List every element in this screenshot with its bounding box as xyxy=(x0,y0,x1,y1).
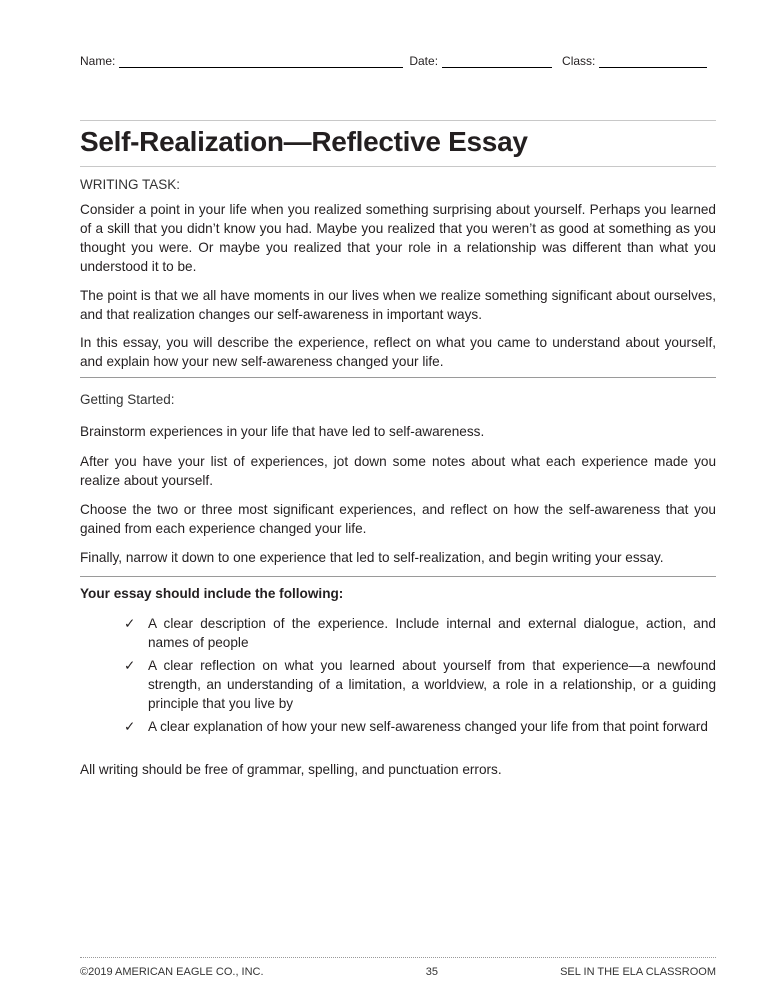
footer-divider xyxy=(80,957,716,958)
page-title: Self-Realization—Reflective Essay xyxy=(80,126,528,157)
class-blank xyxy=(599,55,707,68)
name-blank xyxy=(119,55,403,68)
closing-note: All writing should be free of grammar, spelling, and punctuation errors. xyxy=(80,762,502,777)
check-icon: ✓ xyxy=(124,616,136,631)
requirements-list xyxy=(80,614,716,736)
footer xyxy=(80,966,716,978)
writing-task-paragraph: Consider a point in your life when you realized something surprising about yourself. Perhaps you learned of a skill that you didn’t know you had. Maybe you realized that you weren’t as good at something as you thought you were. Or maybe you realized that your role in a relationship was different than what you understood it to be. xyxy=(80,202,716,274)
divider xyxy=(80,120,716,121)
list-item-text: A clear description of the experience. Include internal and external dialogue, action, and names of people xyxy=(148,616,716,650)
name-label: Name: xyxy=(80,54,116,68)
getting-started-paragraph: Brainstorm experiences in your life that have led to self-awareness. xyxy=(80,424,485,439)
writing-task-paragraph: In this essay, you will describe the experience, reflect on what you came to understand about yourself, and explain how your new self-awareness changed your life. xyxy=(80,335,716,369)
student-info-header xyxy=(80,54,716,68)
list-item xyxy=(80,656,716,713)
divider xyxy=(80,377,716,378)
getting-started-paragraph: Choose the two or three most significant experiences, and reflect on how the self-awareness that you gained from each experience changed your life. xyxy=(80,502,716,536)
date-label: Date: xyxy=(409,54,439,68)
getting-started-label: Getting Started: xyxy=(80,392,175,407)
book-title: SEL IN THE ELA CLASSROOM xyxy=(560,966,716,978)
page-number: 35 xyxy=(425,966,438,978)
getting-started-paragraph: After you have your list of experiences, jot down some notes about what each experience made you realize about yourself. xyxy=(80,454,716,488)
check-icon: ✓ xyxy=(124,658,136,673)
list-item-text: A clear reflection on what you learned about yourself from that experience—a newfound strength, an understanding of a limitation, a worldview, a role in a relationship, or a guiding principle that you live by xyxy=(148,658,716,711)
list-item xyxy=(80,614,716,652)
date-blank xyxy=(442,55,552,68)
class-label: Class: xyxy=(562,54,596,68)
writing-task-paragraph: The point is that we all have moments in our lives when we realize something significant about ourselves, and that realization changes our self-awareness in important ways. xyxy=(80,288,716,322)
getting-started-paragraph: Finally, narrow it down to one experience that led to self-realization, and begin writing your essay. xyxy=(80,550,664,565)
copyright: ©2019 AMERICAN EAGLE CO., INC. xyxy=(80,966,264,978)
list-item-text: A clear explanation of how your new self-awareness changed your life from that point forward xyxy=(148,719,708,734)
writing-task-label: WRITING TASK: xyxy=(80,177,181,192)
divider xyxy=(80,576,716,577)
list-item xyxy=(80,717,716,736)
divider xyxy=(80,166,716,167)
check-icon: ✓ xyxy=(124,719,136,734)
requirements-label: Your essay should include the following: xyxy=(80,586,344,601)
